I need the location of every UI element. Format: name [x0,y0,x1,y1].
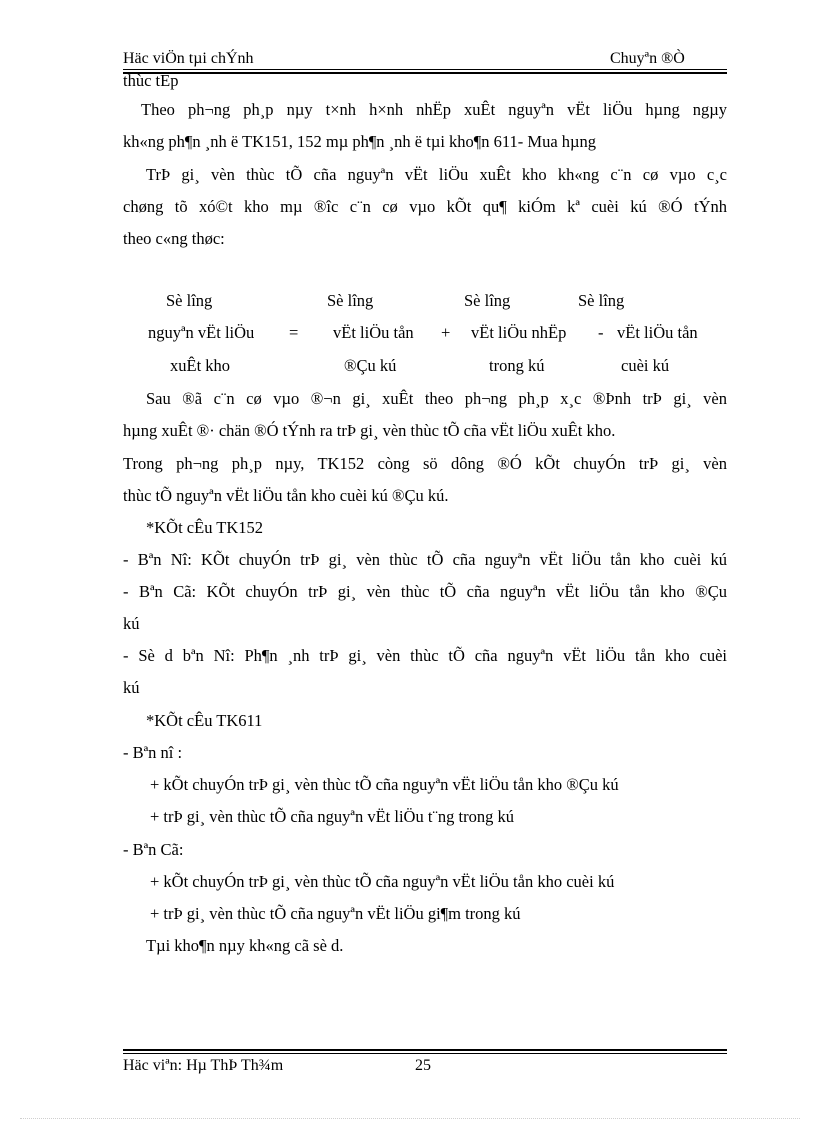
formula-col2-row2: vËt liÖu tån [333,323,414,342]
body-line-20: + trÞ gi¸ vèn thùc tÕ cña nguyªn vËt liÖu t¨ng trong kú [150,807,514,826]
formula-col3-row1: Sè lîng [464,291,511,310]
body-line-12: - Bªn Nî: KÕt chuyÓn trÞ gi¸ vèn thùc tÕ cña nguyªn vËt liÖu tån kho cuèi kú [123,550,727,569]
formula-col4-row2: vËt liÖu tån [617,323,698,342]
body-line-5: chøng tõ xó©t kho mµ ®îc c¨n cø vµo kÕt qu¶ kiÓm kª cuèi kú ®Ó tÝnh [123,197,727,216]
body-line-1: thùc tËp [123,71,179,90]
formula-col1-row1: Sè lîng [166,291,213,310]
body-line-24: Tµi kho¶n nµy kh«ng cã sè d. [146,936,344,955]
body-line-7: Sau ®ã c¨n cø vµo ®¬n gi¸ xuÊt theo ph¬ng ph¸p x¸c ®Þnh trÞ gi¸ vèn [146,389,727,408]
header-rule-thin [123,69,727,70]
formula-col3-row3: trong kú [489,356,545,375]
page-edge-divider [20,1118,800,1119]
body-line-18: - Bªn nî : [123,743,183,762]
formula-col2-row1: Sè lîng [327,291,374,310]
footer-page-number: 25 [415,1057,431,1074]
formula-col2-row3: ®Çu kú [344,356,397,375]
formula-col1-row2: nguyªn vËt liÖu [148,323,255,342]
body-line-17: *KÕt cÊu TK611 [146,711,263,730]
formula-col4-row1: Sè lîng [578,291,625,310]
body-line-22: + kÕt chuyÓn trÞ gi¸ vèn thùc tÕ cña nguyªn vËt liÖu tån kho cuèi kú [150,872,615,891]
header-institution: Häc viÖn tµi chÝnh [123,50,254,67]
formula-col4-row3: cuèi kú [621,356,670,375]
body-line-23: + trÞ gi¸ vèn thùc tÕ cña nguyªn vËt liÖu gi¶m trong kú [150,904,521,923]
body-line-10: thùc tÕ nguyªn vËt liÖu tån kho cuèi kú ®Çu kú. [123,486,449,505]
body-line-21: - Bªn Cã: [123,840,184,859]
footer-rule-thick [123,1049,727,1051]
body-line-14: kú [123,614,140,633]
body-line-19: + kÕt chuyÓn trÞ gi¸ vèn thùc tÕ cña nguyªn vËt liÖu tån kho ®Çu kú [150,775,619,794]
body-line-16: kú [123,678,140,697]
body-line-4: TrÞ gi¸ vèn thùc tÕ cña nguyªn vËt liÖu xuÊt kho kh«ng c¨n cø vµo c¸c [146,165,727,184]
header-rule-thick [123,72,727,74]
body-line-6: theo c«ng thøc: [123,229,225,248]
formula-equals: = [289,323,299,342]
body-line-2: Theo ph¬ng ph¸p nµy t×nh h×nh nhËp xuÊt nguyªn vËt liÖu hµng ngµy [141,100,727,119]
formula-plus: + [441,323,451,342]
header-topic: Chuyªn ®Ò [610,50,685,67]
formula-col3-row2: vËt liÖu nhËp [471,323,567,342]
formula-col1-row3: xuÊt kho [170,356,231,375]
body-line-8: hµng xuÊt ®· chän ®Ó tÝnh ra trÞ gi¸ vèn thùc tÕ cña vËt liÖu xuÊt kho. [123,421,616,440]
formula-minus: - [598,323,604,342]
body-line-11: *KÕt cÊu TK152 [146,518,264,537]
footer-rule-thin [123,1053,727,1054]
body-line-13: - Bªn Cã: KÕt chuyÓn trÞ gi¸ vèn thùc tÕ cña nguyªn vËt liÖu tån kho ®Çu [123,582,727,601]
footer-author: Häc viªn: Hµ ThÞ Th¾m [123,1057,284,1074]
body-line-9: Trong ph¬ng ph¸p nµy, TK152 còng sö dông ®Ó kÕt chuyÓn trÞ gi¸ vèn [123,454,727,473]
body-line-3: kh«ng ph¶n ¸nh ë TK151, 152 mµ ph¶n ¸nh ë tµi kho¶n 611- Mua hµng [123,132,597,151]
body-line-15: - Sè d bªn Nî: Ph¶n ¸nh trÞ gi¸ vèn thùc tÕ cña nguyªn vËt liÖu tån kho cuèi [123,646,727,665]
